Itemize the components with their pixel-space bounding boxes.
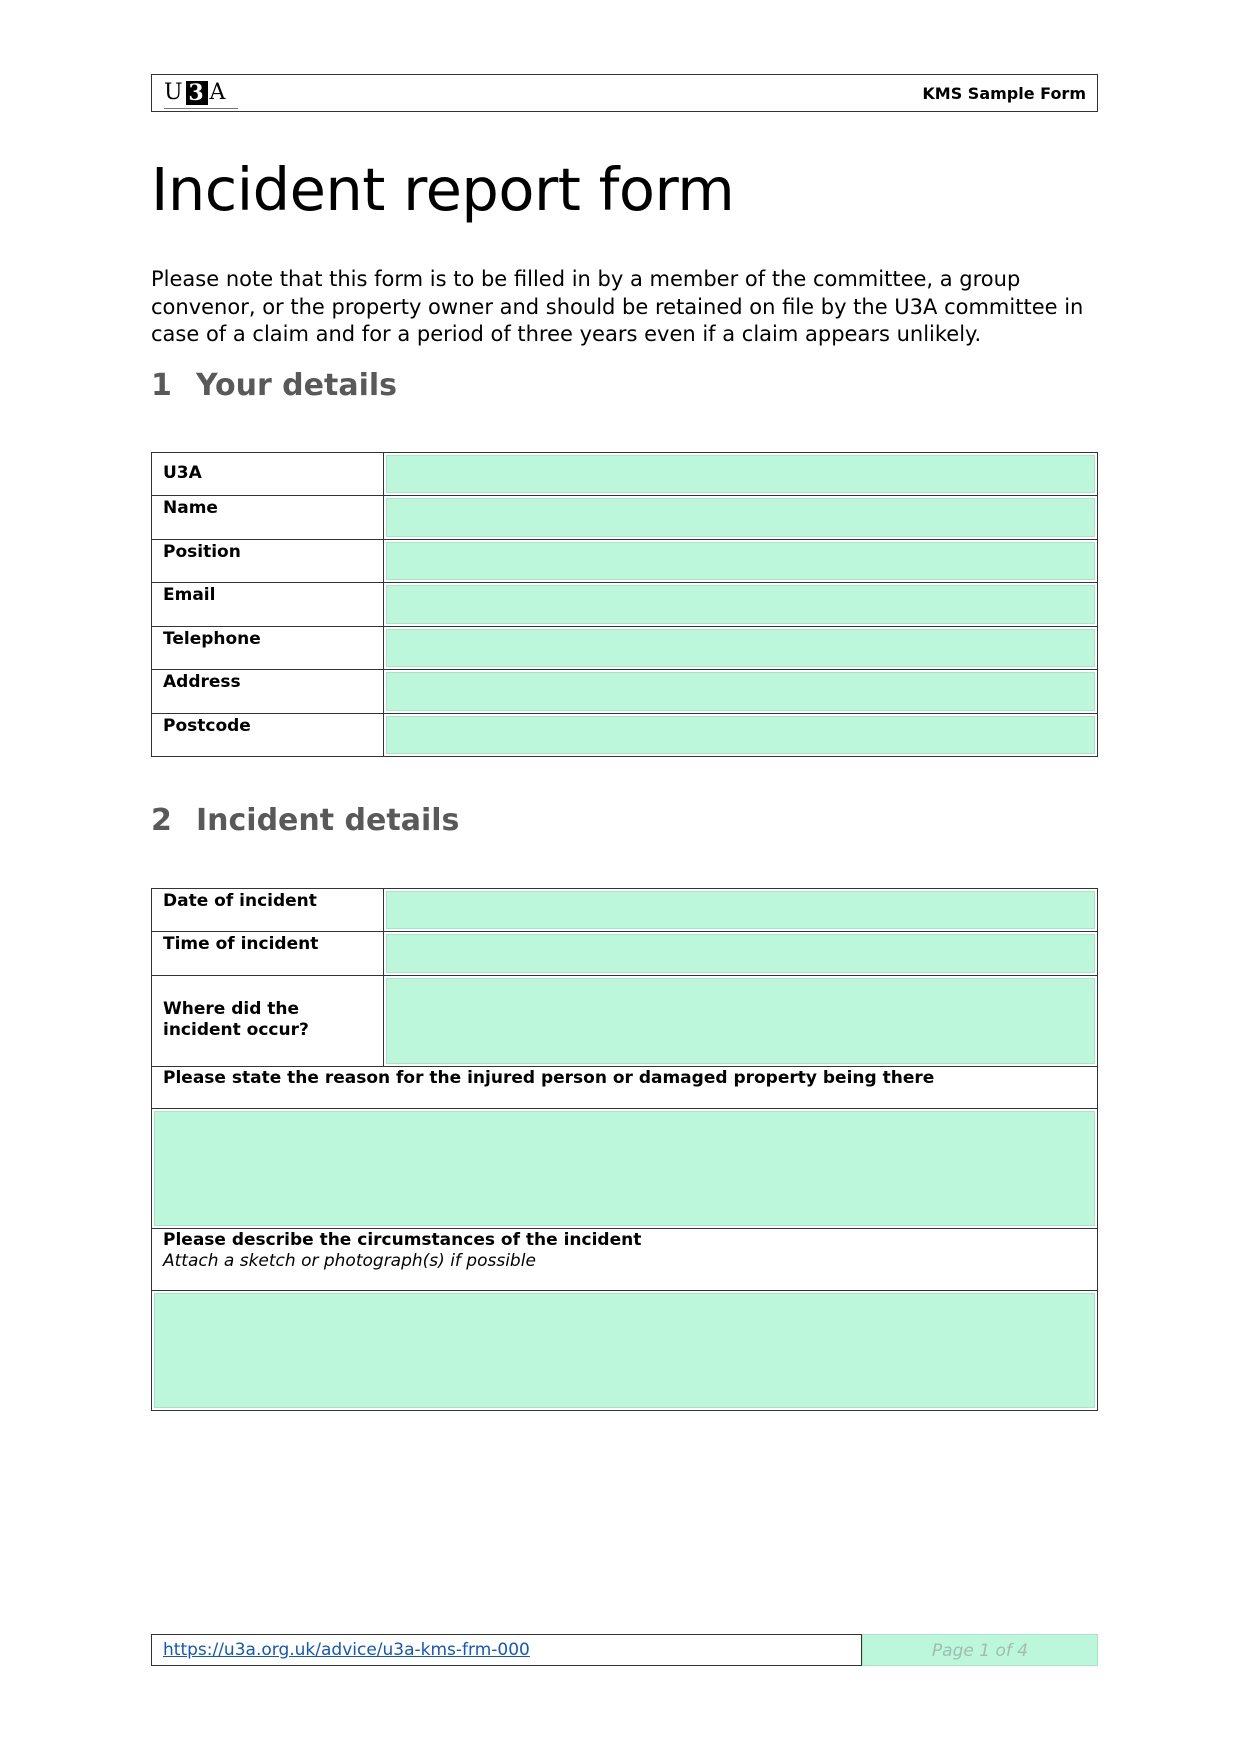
table-row — [152, 627, 1098, 670]
table-row — [152, 889, 1098, 932]
field-fill[interactable] — [386, 672, 1095, 711]
field-fill[interactable] — [386, 498, 1095, 537]
time-of-incident-field[interactable] — [384, 932, 1098, 976]
field-label-location: Where did the incident occur? — [152, 976, 384, 1067]
incident-location-field[interactable] — [384, 976, 1098, 1067]
field-label-name: Name — [152, 496, 384, 540]
reason-label: Please state the reason for the injured person or damaged property being there — [152, 1067, 1098, 1109]
table-row — [152, 714, 1098, 757]
field-fill[interactable] — [386, 455, 1095, 493]
circumstances-label-cell — [152, 1229, 1098, 1291]
circumstances-label: Please describe the circumstances of the incident — [163, 1230, 642, 1250]
field-label-email: Email — [152, 583, 384, 627]
table-row — [152, 1229, 1098, 1291]
field-label-time: Time of incident — [152, 932, 384, 976]
u3a-logo — [164, 80, 226, 106]
table-row — [152, 670, 1098, 714]
document-title: Incident report form — [151, 155, 735, 224]
postcode-field[interactable] — [384, 714, 1098, 757]
field-fill[interactable] — [386, 585, 1095, 624]
page-number: Page 1 of 4 — [862, 1634, 1098, 1666]
field-fill[interactable] — [386, 716, 1095, 754]
field-label-position: Position — [152, 540, 384, 583]
telephone-field[interactable] — [384, 627, 1098, 670]
section-number: 2 — [151, 803, 172, 838]
circumstances-hint: Attach a sketch or photograph(s) if possible — [163, 1251, 536, 1271]
page-header — [151, 74, 1098, 112]
page-footer — [151, 1634, 1098, 1666]
field-label-date: Date of incident — [152, 889, 384, 932]
field-label-telephone: Telephone — [152, 627, 384, 670]
section-title: Incident details — [196, 803, 460, 838]
position-field[interactable] — [384, 540, 1098, 583]
header-form-title: KMS Sample Form — [922, 84, 1086, 103]
logo-underline — [164, 108, 238, 109]
table-row — [152, 1291, 1098, 1411]
logo-letter-u: U — [164, 80, 184, 105]
circumstances-field[interactable] — [152, 1291, 1098, 1411]
table-row — [152, 496, 1098, 540]
field-fill[interactable] — [386, 542, 1095, 580]
field-fill[interactable] — [386, 891, 1095, 929]
date-of-incident-field[interactable] — [384, 889, 1098, 932]
section-heading-incident-details — [151, 801, 459, 841]
table-row — [152, 932, 1098, 976]
table-row — [152, 453, 1098, 496]
section-title: Your details — [196, 368, 398, 403]
field-fill[interactable] — [154, 1293, 1095, 1408]
intro-paragraph: Please note that this form is to be filled in by a member of the committee, a group convenor, or the property owner and should be retained on file by the U3A committee in case of a claim and for a period of three years even if a claim appears unlikely. — [151, 267, 1084, 346]
field-fill[interactable] — [154, 1111, 1095, 1226]
table-row — [152, 1067, 1098, 1109]
incident-details-table — [151, 888, 1098, 1411]
reason-field[interactable] — [152, 1109, 1098, 1229]
section-heading-your-details — [151, 366, 397, 406]
field-label-u3a: U3A — [152, 453, 384, 496]
address-field[interactable] — [384, 670, 1098, 714]
table-row — [152, 540, 1098, 583]
table-row — [152, 1109, 1098, 1229]
field-label-postcode: Postcode — [152, 714, 384, 757]
field-fill[interactable] — [386, 629, 1095, 667]
u3a-field[interactable] — [384, 453, 1098, 496]
table-row — [152, 976, 1098, 1067]
name-field[interactable] — [384, 496, 1098, 540]
logo-letter-a: A — [209, 80, 227, 105]
field-fill[interactable] — [386, 934, 1095, 973]
email-field[interactable] — [384, 583, 1098, 627]
section-number: 1 — [151, 368, 172, 403]
footer-url-link[interactable]: https://u3a.org.uk/advice/u3a-kms-frm-000 — [151, 1634, 862, 1666]
your-details-table — [151, 452, 1098, 757]
logo-number-3: 3 — [186, 81, 208, 105]
field-fill[interactable] — [386, 978, 1095, 1064]
field-label-address: Address — [152, 670, 384, 714]
table-row — [152, 583, 1098, 627]
